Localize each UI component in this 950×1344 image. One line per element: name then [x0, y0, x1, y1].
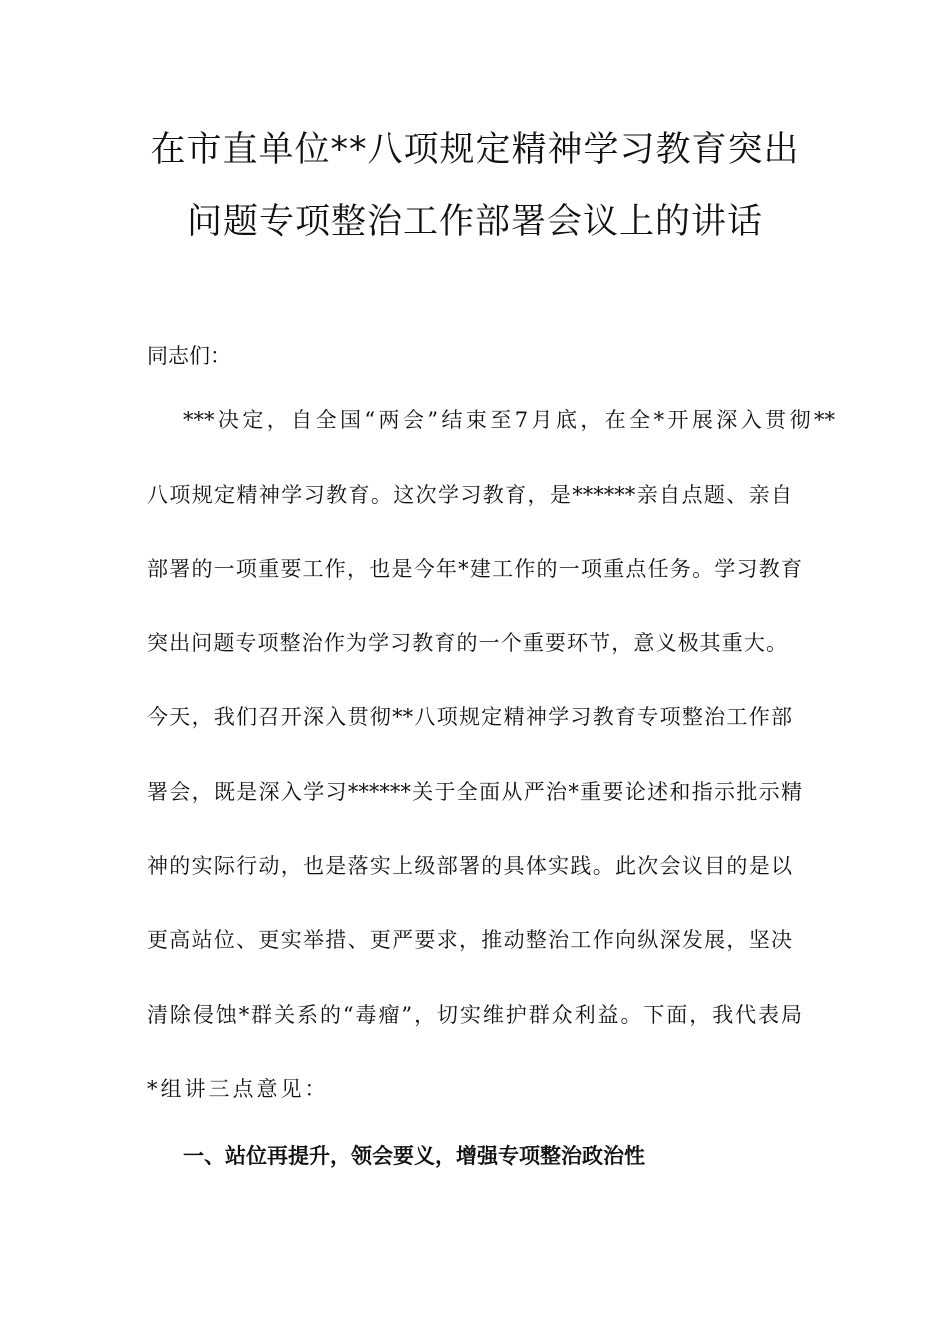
body-line: 部署的一项重要工作，也是今年*建工作的一项重点任务。学习教育 — [147, 557, 802, 581]
document-title-line-1: 在市直单位**八项规定精神学习教育突出 — [150, 130, 800, 170]
body-line: *组讲三点意见： — [147, 1077, 329, 1101]
section-heading: 一、站位再提升，领会要义，增强专项整治政治性 — [183, 1144, 645, 1168]
body-line: 八项规定精神学习教育。这次学习教育，是******亲自点题、亲自 — [147, 483, 792, 507]
body-line: 署会，既是深入学习******关于全面从严治*重要论述和指示批示精 — [147, 780, 802, 804]
body-line: 神的实际行动，也是落实上级部署的具体实践。此次会议目的是以 — [147, 854, 792, 878]
body-line: 清除侵蚀*群关系的“毒瘤”，切实维护群众利益。下面，我代表局 — [147, 1003, 802, 1027]
body-line: 突出问题专项整治作为学习教育的一个重要环节，意义极其重大。 — [147, 631, 787, 655]
body-line: 更高站位、更实举措、更严要求，推动整治工作向纵深发展，坚决 — [147, 928, 792, 952]
body-line: 今天，我们召开深入贯彻**八项规定精神学习教育专项整治工作部 — [147, 705, 792, 729]
salutation: 同志们： — [147, 344, 231, 368]
document-title-line-2: 问题专项整治工作部署会议上的讲话 — [186, 202, 763, 242]
body-line: ***决定，自全国“两会”结束至7月底，在全*开展深入贯彻** — [183, 408, 835, 432]
